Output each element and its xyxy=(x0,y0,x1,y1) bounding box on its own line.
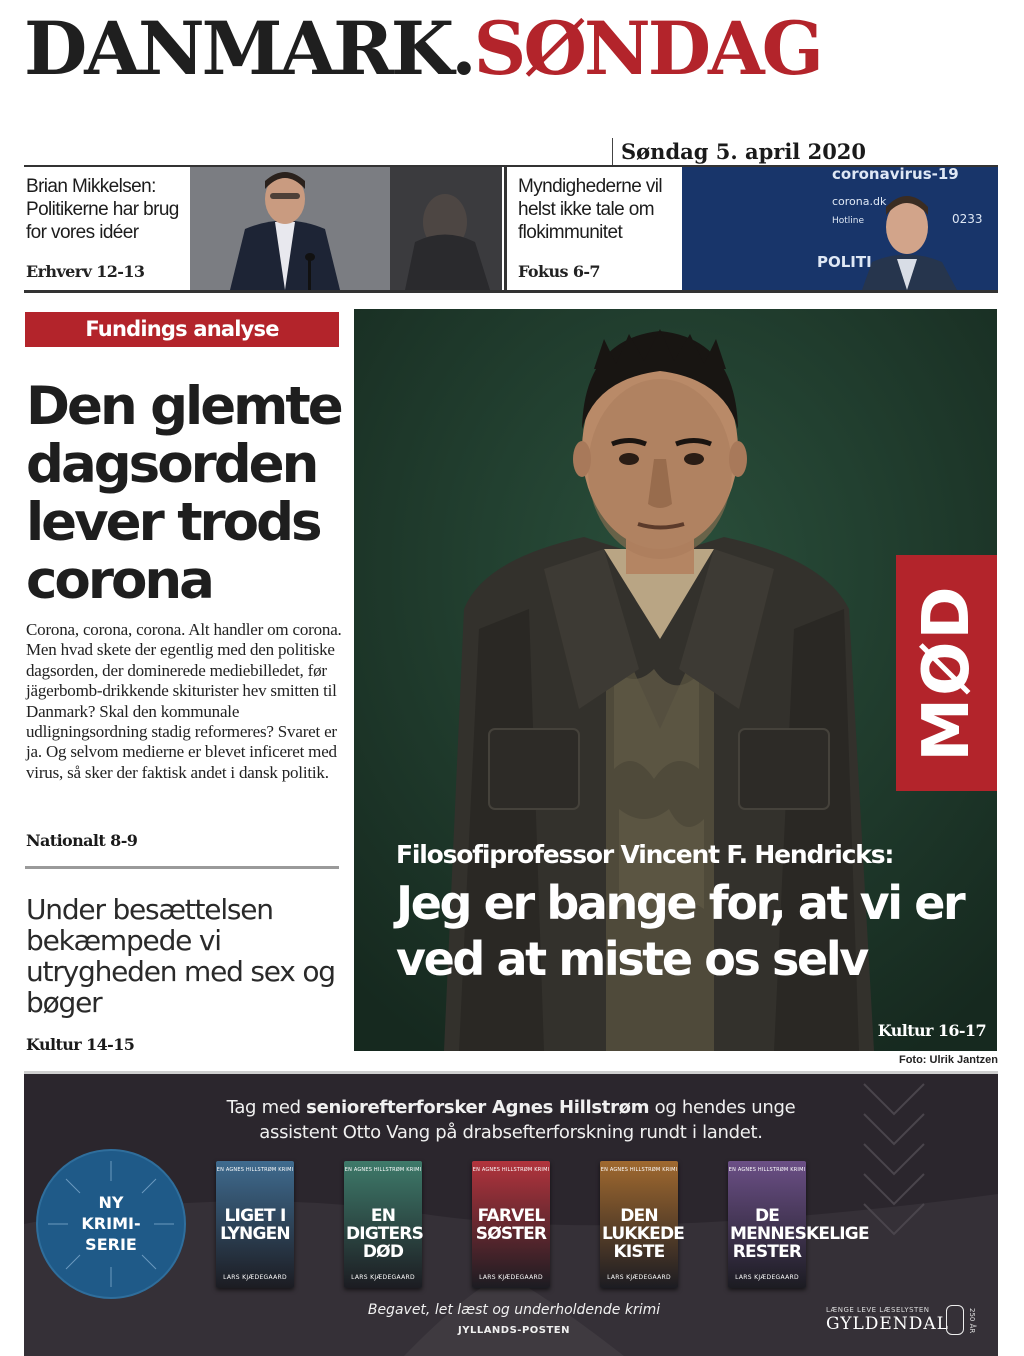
book-title: EN DIGTERS DØD xyxy=(346,1206,424,1262)
sign-hotline: Hotline xyxy=(832,216,865,226)
publisher-logo[interactable] xyxy=(826,1306,949,1334)
advertisement[interactable] xyxy=(24,1071,998,1353)
feature-headline[interactable]: Jeg er bange for, at vi er ved at miste os selv xyxy=(396,876,964,986)
teaser-fokus[interactable] xyxy=(516,167,998,290)
second-headline[interactable]: Under besættelsen bekæmpede vi utrygheden med sex og bøger xyxy=(26,893,335,1019)
lead-headline[interactable]: Den glemte dagsorden lever trods corona xyxy=(26,376,341,611)
feature-page-ref[interactable]: Kultur 16-17 xyxy=(877,1021,986,1040)
review-source: JYLLANDS-POSTEN xyxy=(457,1325,571,1336)
feature-tab-label: MØD xyxy=(909,584,984,762)
review-quote: Begavet, let læst og underholdende krimi xyxy=(367,1302,661,1318)
book-title: DEN LUKKEDE KISTE xyxy=(602,1206,685,1262)
publisher-name: GYLDENDAL xyxy=(826,1314,949,1334)
book-title: LIGET I LYNGEN xyxy=(220,1206,290,1244)
feature-tab xyxy=(896,555,997,791)
book-author: LARS KJÆDEGAARD xyxy=(607,1274,671,1281)
publisher-emblem-icon xyxy=(946,1305,964,1335)
teaser-separator xyxy=(504,167,507,290)
publisher-anniversary: 250 ÅR xyxy=(968,1308,976,1334)
book-cover[interactable]: EN AGNES HILLSTRØM KRIMI EN DIGTERS DØD LARS KJÆDEGAARD xyxy=(344,1161,422,1288)
book-author: LARS KJÆDEGAARD xyxy=(479,1274,543,1281)
teaser-text: Myndighederne vil helst ikke tale om flokimmunitet xyxy=(518,176,662,243)
book-cover[interactable]: EN AGNES HILLSTRØM KRIMI DEN LUKKEDE KISTE LARS KJÆDEGAARD xyxy=(600,1161,678,1288)
feature-block[interactable] xyxy=(354,309,997,1051)
ad-intro-line1: Tag med seniorefterforsker Agnes Hillstrøm og hendes unge xyxy=(226,1097,796,1118)
new-series-badge xyxy=(36,1149,186,1299)
teaser-page-ref: Erhverv 12-13 xyxy=(26,262,145,281)
lead-page-ref[interactable]: Nationalt 8-9 xyxy=(26,831,138,850)
sign-number: 0233 xyxy=(952,212,983,226)
sign-banner: coronavirus-19 xyxy=(832,165,959,183)
publisher-tagline: LÆNGE LEVE LÆSELYSTEN xyxy=(826,1306,930,1314)
teaser-page-ref: Fokus 6-7 xyxy=(518,262,600,281)
book-cover[interactable]: EN AGNES HILLSTRØM KRIMI LIGET I LYNGEN LARS KJÆDEGAARD xyxy=(216,1161,294,1288)
feature-kicker: Filosofiprofessor Vincent F. Hendricks: xyxy=(396,840,894,869)
dateline: Søndag 5. april 2020 xyxy=(612,138,902,166)
ad-intro-line2: assistent Otto Vang på drabsefterforskning rundt i landet. xyxy=(259,1122,763,1143)
lead-kicker: Fundings analyse xyxy=(25,312,339,347)
book-author: LARS KJÆDEGAARD xyxy=(351,1274,415,1281)
masthead-sondag: SØNDAG xyxy=(473,6,821,92)
book-title: DE MENNESKELIGE RESTER xyxy=(730,1206,869,1262)
teaser-erhverv[interactable] xyxy=(24,167,504,290)
badge-text: NY KRIMI- SERIE xyxy=(81,1193,141,1254)
book-cover[interactable]: EN AGNES HILLSTRØM KRIMI DE MENNESKELIGE RESTER LARS KJÆDEGAARD xyxy=(728,1161,806,1288)
teaser-bar xyxy=(24,165,998,293)
sign-domain: corona.dk xyxy=(832,195,887,208)
second-page-ref[interactable]: Kultur 14-15 xyxy=(26,1035,135,1054)
teaser-text: Brian Mikkelsen: Politikerne har brug for vores idéer xyxy=(26,176,179,243)
masthead xyxy=(24,6,1000,92)
book-cover[interactable]: EN AGNES HILLSTRØM KRIMI FARVEL SØSTER LARS KJÆDEGAARD xyxy=(472,1161,550,1288)
lead-body: Corona, corona, corona. Alt handler om corona. Men hvad skete der egentlig med den politiske dagsorden, der dominerede mediebilledet, før jägerbomb-drikkende skiturister hev smitten til Danmark? Skal den kommunale udligningsordning stadig reformeres? Svaret er ja. Og selvom medierne er blevet inficeret med virus, så sker der faktisk andet i dansk politik. xyxy=(26,620,342,782)
photo-credit: Foto: Ulrik Jantzen xyxy=(898,1054,998,1066)
teaser-photo-press-briefing xyxy=(682,167,998,290)
book-author: LARS KJÆDEGAARD xyxy=(735,1274,799,1281)
teaser-photo-mikkelsen xyxy=(190,167,502,290)
book-author: LARS KJÆDEGAARD xyxy=(223,1274,287,1281)
masthead-danmark: DANMARK. xyxy=(24,6,474,92)
book-title: FARVEL SØSTER xyxy=(475,1206,547,1244)
sign-politi: POLITI xyxy=(817,253,872,271)
column-divider xyxy=(25,866,339,869)
